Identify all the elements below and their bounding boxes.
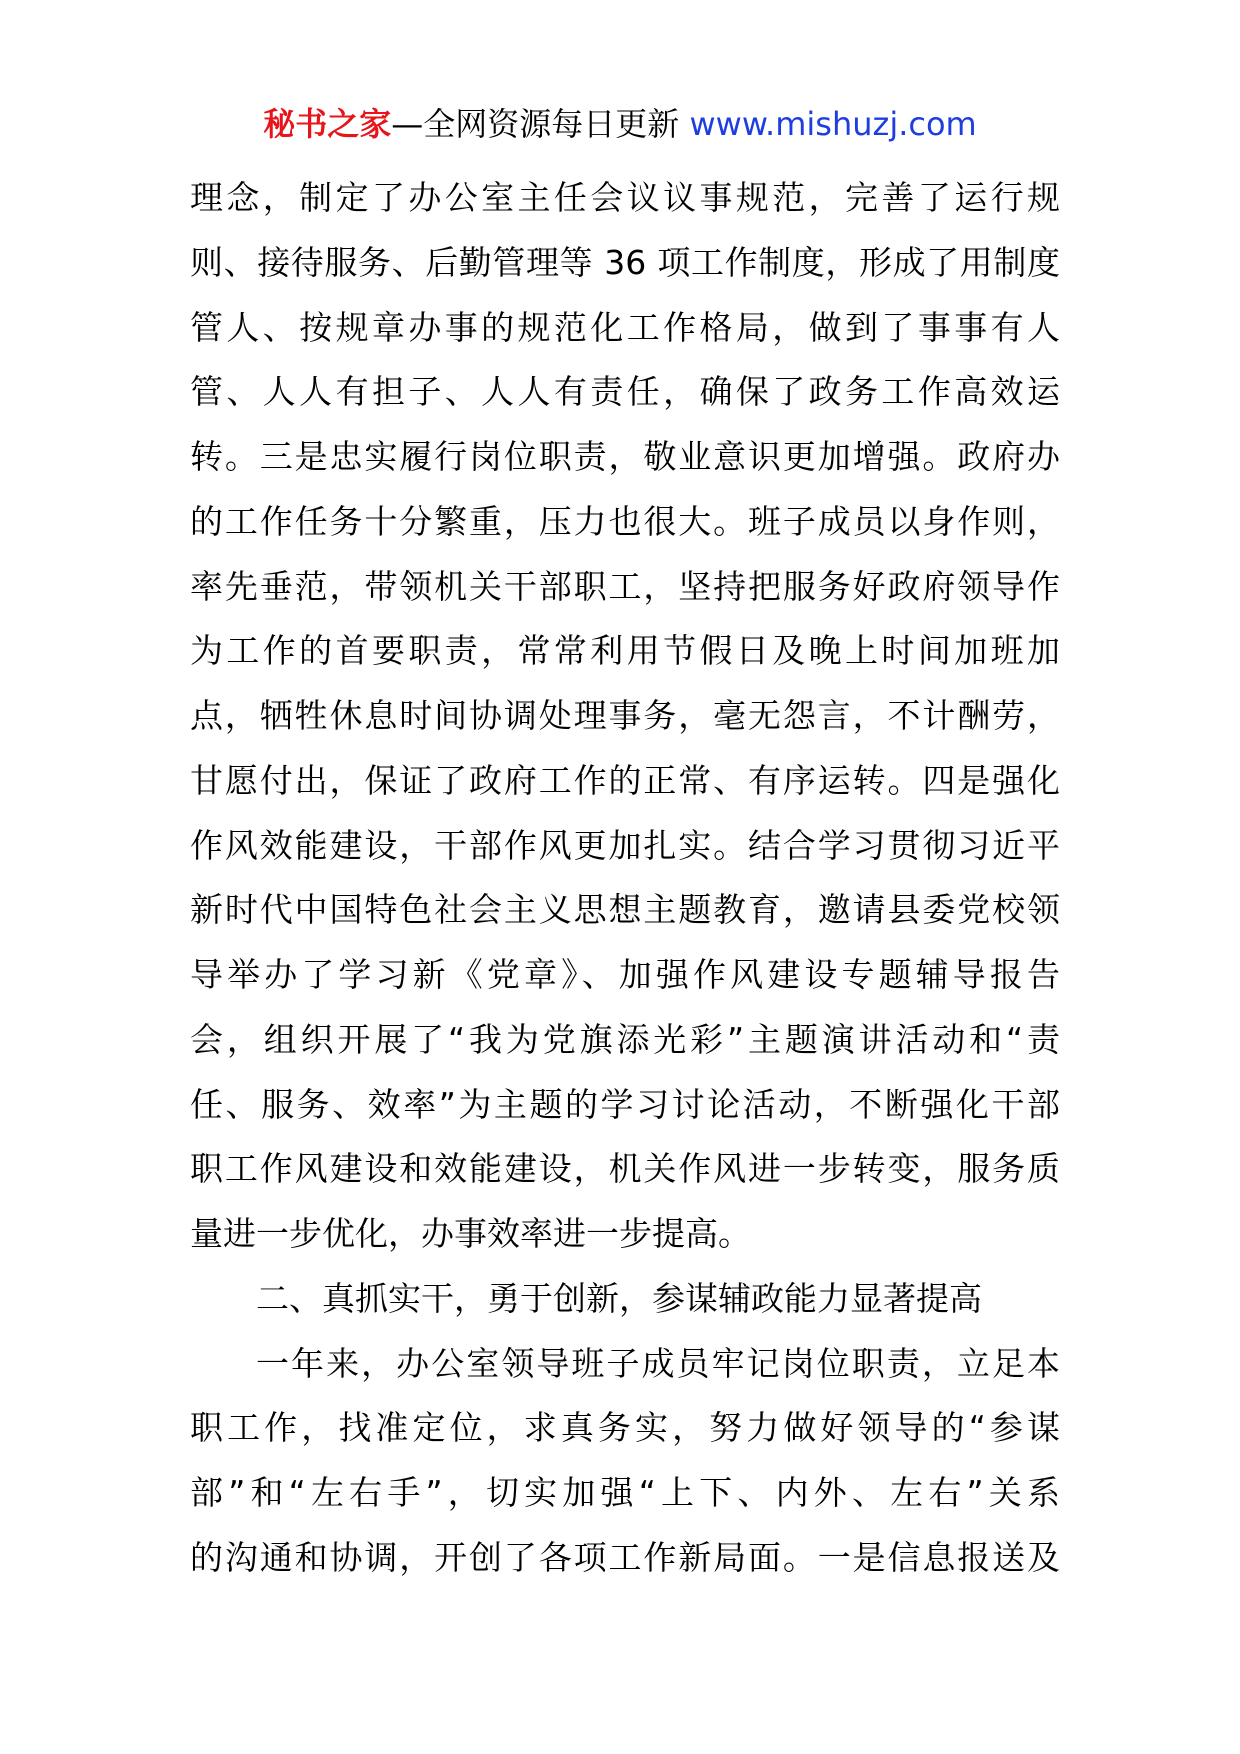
paragraph-line: 导举办了学习新《党章》、加强作风建设专题辅导报告: [190, 955, 1060, 994]
paragraph-line: 甘愿付出，保证了政府工作的正常、有序运转。四是强化: [190, 760, 1060, 800]
paragraph-line: 的沟通和协调，开创了各项工作新局面。一是信息报送及: [190, 1537, 1060, 1577]
paragraph-line: 任、服务、效率”为主题的学习讨论活动，不断强化干部: [190, 1084, 1060, 1124]
paragraph-line: 点，牺牲休息时间协调处理事务，毫无怨言，不计酬劳，: [190, 696, 1060, 735]
paragraph-line: 为工作的首要职责，常常利用节假日及晚上时间加班加: [190, 631, 1060, 671]
page-header: [0, 102, 1240, 146]
paragraph-line: 管、人人有担子、人人有责任，确保了政务工作高效运: [190, 372, 1060, 412]
paragraph-line: 则、接待服务、后勤管理等 36 项工作制度，形成了用制度: [190, 242, 1060, 282]
paragraph-line: 新时代中国特色社会主义思想主题教育，邀请县委党校领: [190, 890, 1060, 930]
paragraph-line: 职工作风建设和效能建设，机关作风进一步转变，服务质: [190, 1149, 1060, 1189]
section-heading: 二、真抓实干，勇于创新，参谋辅政能力显著提高: [256, 1278, 982, 1318]
paragraph-line: 职工作，找准定位，求真务实，努力做好领导的“参谋: [190, 1408, 1060, 1448]
paragraph-line: 部”和“左右手”，切实加强“上下、内外、左右”关系: [190, 1473, 1060, 1512]
paragraph-line: 管人、按规章办事的规范化工作格局，做到了事事有人: [190, 307, 1060, 347]
paragraph-line: 会，组织开展了“我为党旗添光彩”主题演讲活动和“责: [190, 1019, 1060, 1059]
header-site-link[interactable]: www.mishuzj.com: [689, 105, 977, 143]
paragraph-line: 量进一步优化，办事效率进一步提高。: [190, 1214, 751, 1253]
paragraph-line: 转。三是忠实履行岗位职责，敬业意识更加增强。政府办: [190, 437, 1060, 476]
paragraph-line: 的工作任务十分繁重，压力也很大。班子成员以身作则，: [190, 501, 1060, 541]
document-body: [190, 166, 1060, 1591]
paragraph-line: 作风效能建设，干部作风更加扎实。结合学习贯彻习近平: [190, 825, 1060, 865]
paragraph-line: 理念，制定了办公室主任会议议事规范，完善了运行规: [190, 178, 1060, 217]
header-brand: 秘书之家: [263, 105, 392, 143]
paragraph-line: 率先垂范，带领机关干部职工，坚持把服务好政府领导作: [190, 566, 1060, 606]
header-tagline: —全网资源每日更新: [391, 105, 680, 143]
paragraph-line: 一年来，办公室领导班子成员牢记岗位职责，立足本: [256, 1343, 1060, 1383]
